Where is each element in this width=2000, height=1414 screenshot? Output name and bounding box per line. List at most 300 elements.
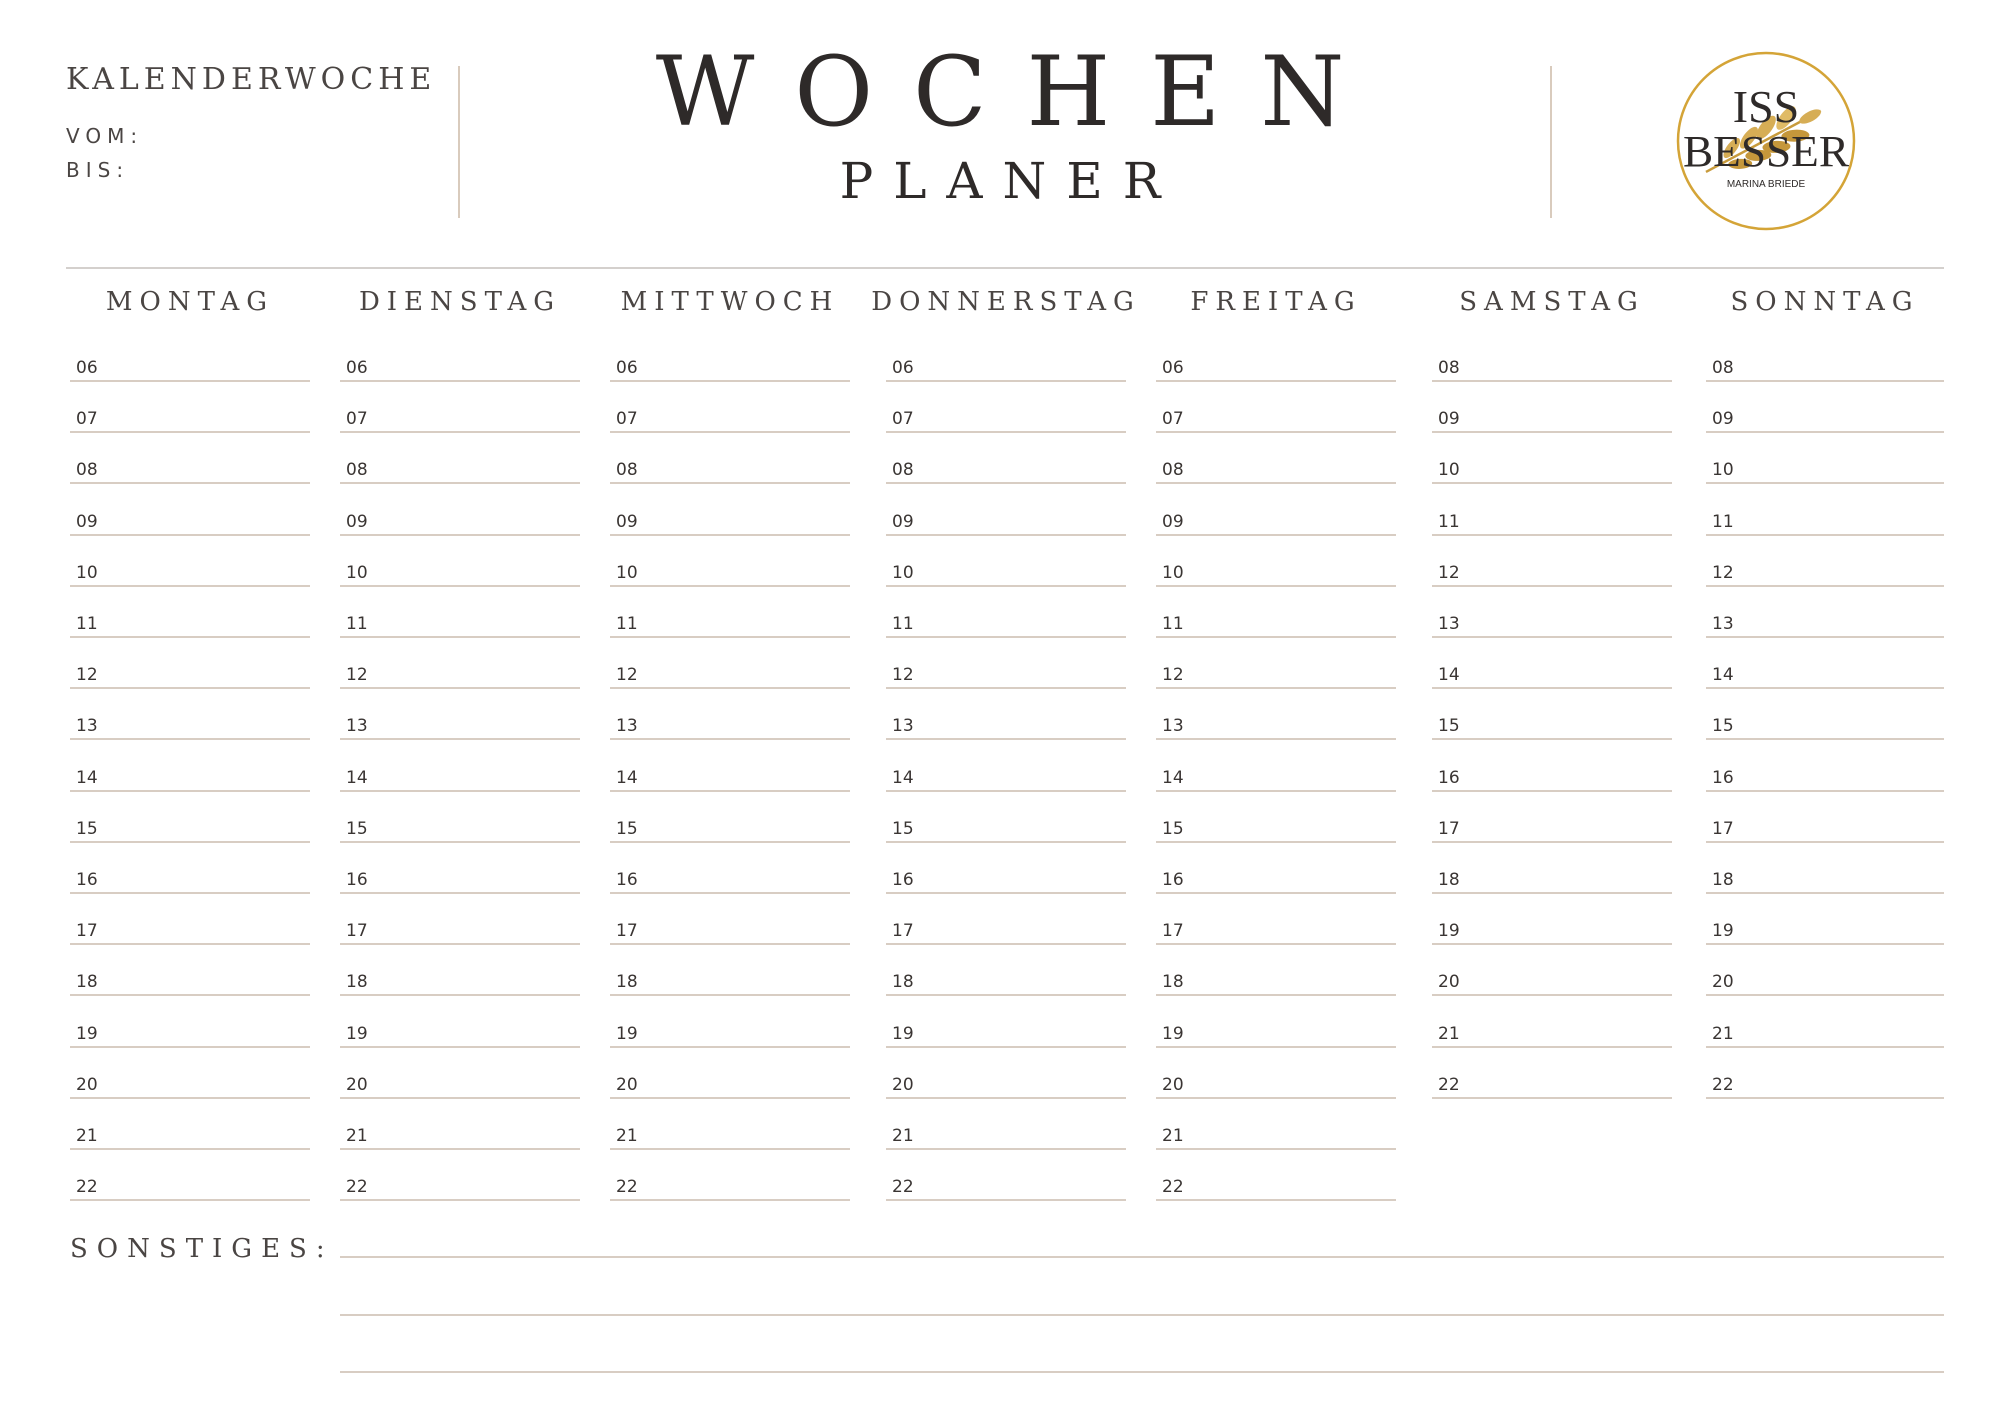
hour-label: 08 bbox=[1162, 460, 1184, 480]
time-slot[interactable] bbox=[610, 921, 850, 963]
hour-label: 12 bbox=[76, 665, 98, 685]
time-slot[interactable] bbox=[1432, 1075, 1672, 1117]
time-slot[interactable] bbox=[1706, 358, 1944, 400]
hour-label: 07 bbox=[1162, 409, 1184, 429]
from-date-label: VOM: bbox=[66, 124, 144, 148]
time-slot[interactable] bbox=[1156, 819, 1396, 861]
entry-line bbox=[1432, 380, 1672, 382]
hour-label: 10 bbox=[76, 563, 98, 583]
entry-line bbox=[1156, 994, 1396, 996]
entry-line bbox=[1156, 482, 1396, 484]
entry-line bbox=[1156, 841, 1396, 843]
time-slot[interactable] bbox=[610, 614, 850, 656]
time-slot[interactable] bbox=[70, 870, 310, 912]
time-slot[interactable] bbox=[1432, 563, 1672, 605]
entry-line bbox=[1432, 585, 1672, 587]
entry-line bbox=[340, 994, 580, 996]
entry-line bbox=[1706, 892, 1944, 894]
time-slot[interactable] bbox=[886, 460, 1126, 502]
hour-label: 15 bbox=[616, 819, 638, 839]
hour-label: 22 bbox=[1438, 1075, 1460, 1095]
time-slot[interactable] bbox=[886, 1126, 1126, 1168]
time-slot[interactable] bbox=[610, 819, 850, 861]
time-slot[interactable] bbox=[1156, 563, 1396, 605]
hour-label: 22 bbox=[892, 1177, 914, 1197]
time-slot[interactable] bbox=[70, 768, 310, 810]
time-slot[interactable] bbox=[340, 665, 580, 707]
time-slot[interactable] bbox=[886, 1024, 1126, 1066]
entry-line bbox=[1156, 687, 1396, 689]
time-slot[interactable] bbox=[1706, 563, 1944, 605]
hour-label: 18 bbox=[1162, 972, 1184, 992]
day-header-freitag: FREITAG bbox=[1190, 287, 1362, 317]
hour-label: 16 bbox=[76, 870, 98, 890]
entry-line bbox=[340, 636, 580, 638]
entry-line bbox=[610, 1199, 850, 1201]
logo-line-2: BESSER bbox=[1683, 127, 1850, 176]
brand-logo bbox=[1675, 50, 1857, 232]
time-slot[interactable] bbox=[1156, 1075, 1396, 1117]
time-slot[interactable] bbox=[886, 563, 1126, 605]
time-slot[interactable] bbox=[1706, 819, 1944, 861]
time-slot[interactable] bbox=[70, 460, 310, 502]
time-slot[interactable] bbox=[610, 716, 850, 758]
hour-label: 21 bbox=[346, 1126, 368, 1146]
hour-label: 14 bbox=[1438, 665, 1460, 685]
time-slot[interactable] bbox=[70, 972, 310, 1014]
entry-line bbox=[1432, 790, 1672, 792]
entry-line bbox=[70, 431, 310, 433]
hour-label: 11 bbox=[1712, 512, 1734, 532]
entry-line bbox=[70, 380, 310, 382]
hour-label: 14 bbox=[1712, 665, 1734, 685]
hour-label: 14 bbox=[1162, 768, 1184, 788]
time-slot[interactable] bbox=[70, 563, 310, 605]
entry-line bbox=[1156, 431, 1396, 433]
hour-label: 22 bbox=[1162, 1177, 1184, 1197]
entry-line bbox=[340, 1097, 580, 1099]
hour-label: 15 bbox=[76, 819, 98, 839]
time-slot[interactable] bbox=[340, 716, 580, 758]
entry-line bbox=[610, 943, 850, 945]
time-slot[interactable] bbox=[70, 1024, 310, 1066]
entry-line bbox=[340, 687, 580, 689]
hour-label: 06 bbox=[1162, 358, 1184, 378]
entry-line bbox=[1432, 1097, 1672, 1099]
time-slot[interactable] bbox=[70, 614, 310, 656]
entry-line bbox=[886, 943, 1126, 945]
entry-line bbox=[610, 892, 850, 894]
entry-line bbox=[886, 841, 1126, 843]
hour-label: 15 bbox=[1438, 716, 1460, 736]
hour-label: 19 bbox=[346, 1024, 368, 1044]
entry-line bbox=[1706, 482, 1944, 484]
hour-label: 09 bbox=[1712, 409, 1734, 429]
hour-label: 13 bbox=[76, 716, 98, 736]
time-slot[interactable] bbox=[70, 1075, 310, 1117]
entry-line bbox=[70, 943, 310, 945]
hour-label: 13 bbox=[892, 716, 914, 736]
time-slot[interactable] bbox=[1156, 358, 1396, 400]
entry-line bbox=[1156, 892, 1396, 894]
time-slot[interactable] bbox=[1706, 665, 1944, 707]
entry-line bbox=[340, 534, 580, 536]
hour-label: 13 bbox=[1162, 716, 1184, 736]
hour-label: 11 bbox=[346, 614, 368, 634]
day-header-dienstag: DIENSTAG bbox=[358, 287, 562, 317]
time-slot[interactable] bbox=[1432, 409, 1672, 451]
time-slot[interactable] bbox=[1156, 409, 1396, 451]
time-slot[interactable] bbox=[340, 1024, 580, 1066]
entry-line bbox=[340, 841, 580, 843]
entry-line bbox=[1156, 636, 1396, 638]
planner-title: WOCHEN bbox=[655, 36, 1385, 148]
time-slot[interactable] bbox=[1156, 1126, 1396, 1168]
logo-line-1: ISS bbox=[1732, 81, 1800, 132]
header-divider-left bbox=[458, 66, 460, 218]
hour-label: 12 bbox=[892, 665, 914, 685]
time-slot[interactable] bbox=[886, 768, 1126, 810]
time-slot[interactable] bbox=[1156, 768, 1396, 810]
time-slot[interactable] bbox=[1706, 1024, 1944, 1066]
time-slot[interactable] bbox=[610, 563, 850, 605]
entry-line bbox=[1156, 380, 1396, 382]
entry-line bbox=[1156, 1097, 1396, 1099]
hour-label: 07 bbox=[616, 409, 638, 429]
entry-line bbox=[1706, 943, 1944, 945]
entry-line bbox=[610, 841, 850, 843]
entry-line bbox=[610, 482, 850, 484]
day-header-montag: MONTAG bbox=[105, 287, 275, 317]
time-slot[interactable] bbox=[70, 358, 310, 400]
time-slot[interactable] bbox=[1156, 665, 1396, 707]
hour-label: 21 bbox=[1162, 1126, 1184, 1146]
time-slot[interactable] bbox=[70, 512, 310, 554]
time-slot[interactable] bbox=[1706, 870, 1944, 912]
time-slot[interactable] bbox=[340, 921, 580, 963]
hour-label: 22 bbox=[346, 1177, 368, 1197]
time-slot[interactable] bbox=[886, 716, 1126, 758]
entry-line bbox=[1156, 585, 1396, 587]
hour-label: 10 bbox=[1712, 460, 1734, 480]
entry-line bbox=[340, 585, 580, 587]
entry-line bbox=[1432, 892, 1672, 894]
time-slot[interactable] bbox=[1706, 972, 1944, 1014]
time-slot[interactable] bbox=[70, 409, 310, 451]
hour-label: 11 bbox=[76, 614, 98, 634]
hour-label: 15 bbox=[1712, 716, 1734, 736]
hour-label: 17 bbox=[1162, 921, 1184, 941]
time-slot[interactable] bbox=[1432, 716, 1672, 758]
hour-label: 16 bbox=[1162, 870, 1184, 890]
entry-line bbox=[1156, 1148, 1396, 1150]
entry-line bbox=[1432, 431, 1672, 433]
logo-byline: MARINA BRIEDE bbox=[1726, 179, 1806, 190]
time-slot[interactable] bbox=[1156, 460, 1396, 502]
time-slot[interactable] bbox=[70, 716, 310, 758]
hour-label: 20 bbox=[892, 1075, 914, 1095]
entry-line bbox=[70, 687, 310, 689]
entry-line bbox=[1706, 841, 1944, 843]
entry-line bbox=[1706, 1097, 1944, 1099]
time-slot[interactable] bbox=[1706, 460, 1944, 502]
time-slot[interactable] bbox=[340, 870, 580, 912]
time-slot[interactable] bbox=[1432, 1024, 1672, 1066]
time-slot[interactable] bbox=[610, 460, 850, 502]
hour-label: 14 bbox=[616, 768, 638, 788]
entry-line bbox=[1156, 943, 1396, 945]
hour-label: 08 bbox=[616, 460, 638, 480]
time-slot[interactable] bbox=[610, 665, 850, 707]
entry-line bbox=[1156, 790, 1396, 792]
time-slot[interactable] bbox=[340, 512, 580, 554]
time-slot[interactable] bbox=[70, 665, 310, 707]
time-slot[interactable] bbox=[1706, 614, 1944, 656]
entry-line bbox=[70, 994, 310, 996]
hour-label: 10 bbox=[616, 563, 638, 583]
to-date-label: BIS: bbox=[66, 158, 130, 182]
hour-label: 19 bbox=[1438, 921, 1460, 941]
time-slot[interactable] bbox=[1706, 1075, 1944, 1117]
hour-label: 11 bbox=[1438, 512, 1460, 532]
hour-label: 08 bbox=[346, 460, 368, 480]
entry-line bbox=[886, 790, 1126, 792]
day-header-mittwoch: MITTWOCH bbox=[620, 287, 840, 317]
time-slot[interactable] bbox=[1156, 1024, 1396, 1066]
hour-label: 17 bbox=[346, 921, 368, 941]
notes-line[interactable] bbox=[340, 1314, 1944, 1316]
hour-label: 16 bbox=[1712, 768, 1734, 788]
entry-line bbox=[340, 1199, 580, 1201]
time-slot[interactable] bbox=[70, 1177, 310, 1219]
time-slot[interactable] bbox=[1156, 870, 1396, 912]
hour-label: 19 bbox=[892, 1024, 914, 1044]
hour-label: 20 bbox=[1162, 1075, 1184, 1095]
hour-label: 16 bbox=[1438, 768, 1460, 788]
hour-label: 13 bbox=[1712, 614, 1734, 634]
time-slot[interactable] bbox=[610, 972, 850, 1014]
time-slot[interactable] bbox=[610, 870, 850, 912]
time-slot[interactable] bbox=[1156, 1177, 1396, 1219]
time-slot[interactable] bbox=[340, 1075, 580, 1117]
entry-line bbox=[1706, 687, 1944, 689]
time-slot[interactable] bbox=[340, 1177, 580, 1219]
time-slot[interactable] bbox=[886, 665, 1126, 707]
entry-line bbox=[70, 1148, 310, 1150]
hour-label: 16 bbox=[346, 870, 368, 890]
hour-label: 18 bbox=[346, 972, 368, 992]
hour-label: 22 bbox=[616, 1177, 638, 1197]
hour-label: 20 bbox=[76, 1075, 98, 1095]
entry-line bbox=[340, 943, 580, 945]
entry-line bbox=[70, 790, 310, 792]
time-slot[interactable] bbox=[1156, 972, 1396, 1014]
entry-line bbox=[610, 1097, 850, 1099]
time-slot[interactable] bbox=[1706, 716, 1944, 758]
hour-label: 09 bbox=[346, 512, 368, 532]
hour-label: 06 bbox=[616, 358, 638, 378]
entry-line bbox=[610, 738, 850, 740]
hour-label: 18 bbox=[1438, 870, 1460, 890]
time-slot[interactable] bbox=[886, 512, 1126, 554]
hour-label: 12 bbox=[1438, 563, 1460, 583]
hour-label: 14 bbox=[892, 768, 914, 788]
time-slot[interactable] bbox=[70, 921, 310, 963]
entry-line bbox=[70, 1046, 310, 1048]
hour-label: 10 bbox=[1162, 563, 1184, 583]
time-slot[interactable] bbox=[886, 1075, 1126, 1117]
hour-label: 09 bbox=[1162, 512, 1184, 532]
entry-line bbox=[610, 534, 850, 536]
hour-label: 10 bbox=[1438, 460, 1460, 480]
entry-line bbox=[610, 994, 850, 996]
header-separator bbox=[66, 267, 1944, 269]
hour-label: 20 bbox=[346, 1075, 368, 1095]
entry-line bbox=[1432, 841, 1672, 843]
hour-label: 19 bbox=[76, 1024, 98, 1044]
time-slot[interactable] bbox=[1432, 614, 1672, 656]
time-slot[interactable] bbox=[610, 1075, 850, 1117]
entry-line bbox=[340, 431, 580, 433]
time-slot[interactable] bbox=[1432, 512, 1672, 554]
time-slot[interactable] bbox=[1156, 614, 1396, 656]
entry-line bbox=[1432, 482, 1672, 484]
entry-line bbox=[70, 841, 310, 843]
entry-line bbox=[886, 585, 1126, 587]
time-slot[interactable] bbox=[1432, 921, 1672, 963]
time-slot[interactable] bbox=[1706, 921, 1944, 963]
hour-label: 14 bbox=[76, 768, 98, 788]
time-slot[interactable] bbox=[610, 1126, 850, 1168]
entry-line bbox=[340, 1148, 580, 1150]
time-slot[interactable] bbox=[1156, 512, 1396, 554]
time-slot[interactable] bbox=[340, 563, 580, 605]
entry-line bbox=[70, 738, 310, 740]
notes-line[interactable] bbox=[340, 1256, 1944, 1258]
hour-label: 14 bbox=[346, 768, 368, 788]
time-slot[interactable] bbox=[886, 358, 1126, 400]
day-header-sonntag: SONNTAG bbox=[1730, 287, 1920, 317]
time-slot[interactable] bbox=[340, 409, 580, 451]
time-slot[interactable] bbox=[886, 870, 1126, 912]
entry-line bbox=[886, 1199, 1126, 1201]
hour-label: 17 bbox=[76, 921, 98, 941]
entry-line bbox=[610, 380, 850, 382]
time-slot[interactable] bbox=[340, 460, 580, 502]
entry-line bbox=[1156, 534, 1396, 536]
hour-label: 08 bbox=[892, 460, 914, 480]
entry-line bbox=[886, 687, 1126, 689]
hour-label: 21 bbox=[1438, 1024, 1460, 1044]
hour-label: 06 bbox=[346, 358, 368, 378]
hour-label: 17 bbox=[616, 921, 638, 941]
time-slot[interactable] bbox=[1706, 512, 1944, 554]
time-slot[interactable] bbox=[340, 972, 580, 1014]
time-slot[interactable] bbox=[1706, 768, 1944, 810]
time-slot[interactable] bbox=[1432, 768, 1672, 810]
time-slot[interactable] bbox=[610, 358, 850, 400]
hour-label: 18 bbox=[616, 972, 638, 992]
time-slot[interactable] bbox=[1432, 358, 1672, 400]
notes-line[interactable] bbox=[340, 1371, 1944, 1373]
entry-line bbox=[70, 892, 310, 894]
entry-line bbox=[610, 1148, 850, 1150]
entry-line bbox=[610, 790, 850, 792]
time-slot[interactable] bbox=[1432, 870, 1672, 912]
time-slot[interactable] bbox=[340, 358, 580, 400]
entry-line bbox=[70, 1097, 310, 1099]
time-slot[interactable] bbox=[340, 1126, 580, 1168]
hour-label: 07 bbox=[346, 409, 368, 429]
hour-label: 20 bbox=[616, 1075, 638, 1095]
time-slot[interactable] bbox=[886, 921, 1126, 963]
time-slot[interactable] bbox=[610, 512, 850, 554]
entry-line bbox=[1156, 1046, 1396, 1048]
time-slot[interactable] bbox=[610, 409, 850, 451]
time-slot[interactable] bbox=[1432, 819, 1672, 861]
entry-line bbox=[1432, 943, 1672, 945]
time-slot[interactable] bbox=[1706, 409, 1944, 451]
time-slot[interactable] bbox=[886, 614, 1126, 656]
hour-label: 11 bbox=[616, 614, 638, 634]
time-slot[interactable] bbox=[340, 819, 580, 861]
hour-label: 12 bbox=[1712, 563, 1734, 583]
time-slot[interactable] bbox=[1156, 716, 1396, 758]
entry-line bbox=[1432, 994, 1672, 996]
time-slot[interactable] bbox=[340, 614, 580, 656]
time-slot[interactable] bbox=[1156, 921, 1396, 963]
entry-line bbox=[1706, 1046, 1944, 1048]
header-divider-right bbox=[1550, 66, 1552, 218]
time-slot[interactable] bbox=[1432, 665, 1672, 707]
time-slot[interactable] bbox=[610, 1177, 850, 1219]
time-slot[interactable] bbox=[1432, 460, 1672, 502]
entry-line bbox=[1156, 1199, 1396, 1201]
entry-line bbox=[70, 585, 310, 587]
time-slot[interactable] bbox=[886, 972, 1126, 1014]
hour-label: 16 bbox=[616, 870, 638, 890]
time-slot[interactable] bbox=[610, 1024, 850, 1066]
hour-label: 06 bbox=[892, 358, 914, 378]
time-slot[interactable] bbox=[340, 768, 580, 810]
entry-line bbox=[70, 482, 310, 484]
calendar-week-label: KALENDERWOCHE bbox=[66, 62, 437, 97]
hour-label: 22 bbox=[76, 1177, 98, 1197]
hour-label: 11 bbox=[892, 614, 914, 634]
hour-label: 16 bbox=[892, 870, 914, 890]
hour-label: 17 bbox=[1712, 819, 1734, 839]
time-slot[interactable] bbox=[70, 819, 310, 861]
hour-label: 08 bbox=[1438, 358, 1460, 378]
entry-line bbox=[340, 790, 580, 792]
hour-label: 10 bbox=[346, 563, 368, 583]
hour-label: 13 bbox=[1438, 614, 1460, 634]
time-slot[interactable] bbox=[886, 819, 1126, 861]
entry-line bbox=[610, 1046, 850, 1048]
hour-label: 19 bbox=[1162, 1024, 1184, 1044]
time-slot[interactable] bbox=[1432, 972, 1672, 1014]
time-slot[interactable] bbox=[70, 1126, 310, 1168]
entry-line bbox=[1706, 534, 1944, 536]
time-slot[interactable] bbox=[886, 409, 1126, 451]
entry-line bbox=[1706, 790, 1944, 792]
day-header-samstag: SAMSTAG bbox=[1459, 287, 1645, 317]
time-slot[interactable] bbox=[610, 768, 850, 810]
planner-subtitle: PLANER bbox=[839, 152, 1181, 210]
time-slot[interactable] bbox=[886, 1177, 1126, 1219]
entry-line bbox=[886, 534, 1126, 536]
hour-label: 17 bbox=[1438, 819, 1460, 839]
